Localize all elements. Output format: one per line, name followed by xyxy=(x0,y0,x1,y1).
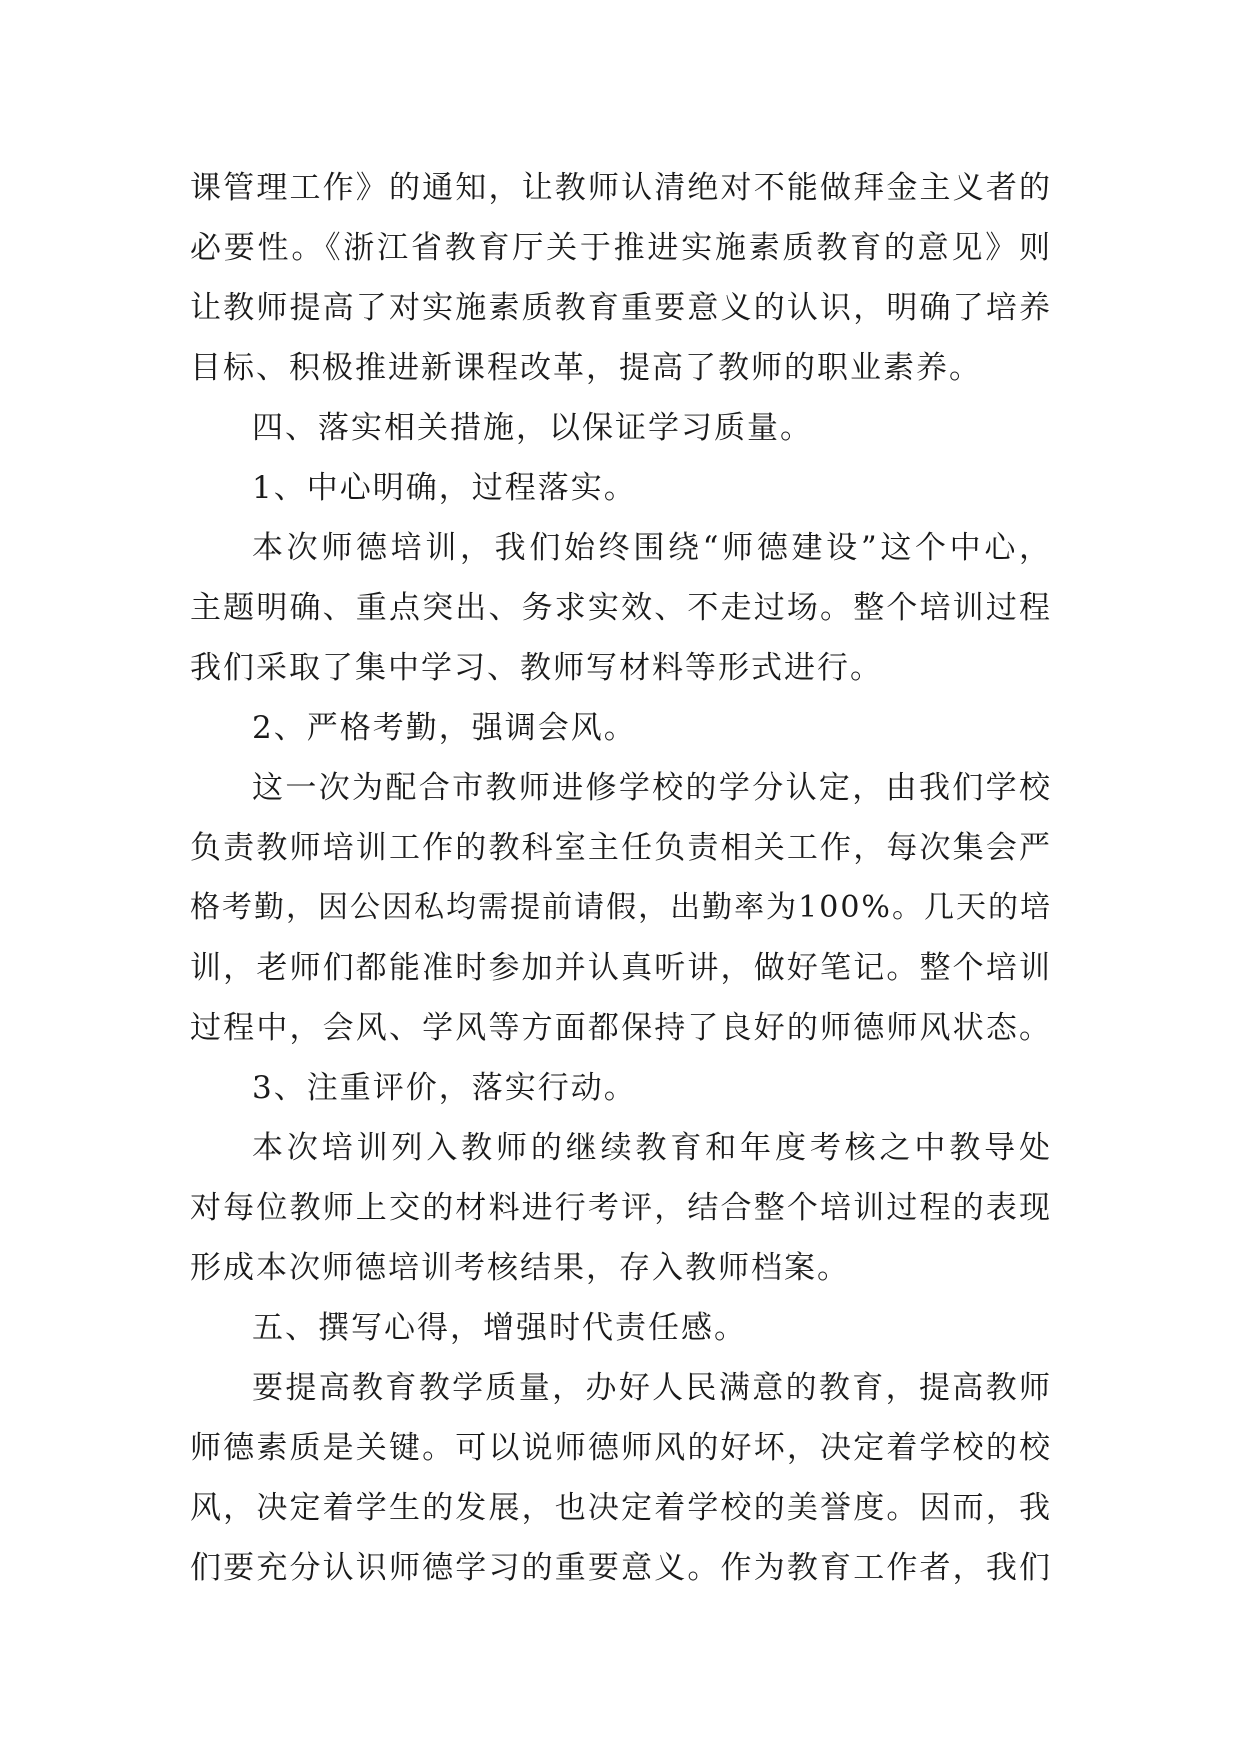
text-line: 师德素质是关键。可以说师德师风的好坏，决定着学校的校 xyxy=(190,1430,1052,1466)
text-line: 格考勤，因公因私均需提前请假，出勤率为100%。几天的培 xyxy=(190,890,1052,925)
text-line: 训，老师们都能准时参加并认真听讲，做好笔记。整个培训 xyxy=(190,950,1052,986)
text-line: 五、撰写心得，增强时代责任感。 xyxy=(252,1310,747,1346)
text-line: 我们采取了集中学习、教师写材料等形式进行。 xyxy=(190,650,883,686)
text-line: 本次师德培训，我们始终围绕“师德建设”这个中心， xyxy=(252,530,1052,566)
text-line: 对每位教师上交的材料进行考评，结合整个培训过程的表现 xyxy=(190,1190,1052,1226)
text-line: 主题明确、重点突出、务求实效、不走过场。整个培训过程 xyxy=(190,590,1052,626)
text-line: 这一次为配合市教师进修学校的学分认定，由我们学校 xyxy=(252,770,1052,806)
text-line: 让教师提高了对实施素质教育重要意义的认识，明确了培养 xyxy=(190,290,1052,326)
text-line: 2、严格考勤，强调会风。 xyxy=(252,710,637,746)
text-line: 们要充分认识师德学习的重要意义。作为教育工作者，我们 xyxy=(190,1550,1052,1586)
text-line: 3、注重评价，落实行动。 xyxy=(252,1070,637,1106)
text-line: 过程中，会风、学风等方面都保持了良好的师德师风状态。 xyxy=(190,1010,1052,1046)
text-line: 四、落实相关措施，以保证学习质量。 xyxy=(252,410,813,446)
text-line: 风，决定着学生的发展，也决定着学校的美誉度。因而，我 xyxy=(190,1490,1052,1526)
text-line: 目标、积极推进新课程改革，提高了教师的职业素养。 xyxy=(190,350,982,386)
text-line: 课管理工作》的通知，让教师认清绝对不能做拜金主义者的 xyxy=(190,170,1052,206)
text-line: 要提高教育教学质量，办好人民满意的教育，提高教师 xyxy=(252,1370,1052,1406)
text-line: 形成本次师德培训考核结果，存入教师档案。 xyxy=(190,1250,850,1286)
text-line: 负责教师培训工作的教科室主任负责相关工作，每次集会严 xyxy=(190,830,1052,866)
text-line: 1、中心明确，过程落实。 xyxy=(252,470,637,506)
text-line: 本次培训列入教师的继续教育和年度考核之中教导处 xyxy=(252,1130,1052,1166)
text-line: 必要性。《浙江省教育厅关于推进实施素质教育的意见》则 xyxy=(190,230,1052,266)
document-body xyxy=(190,158,1052,1598)
